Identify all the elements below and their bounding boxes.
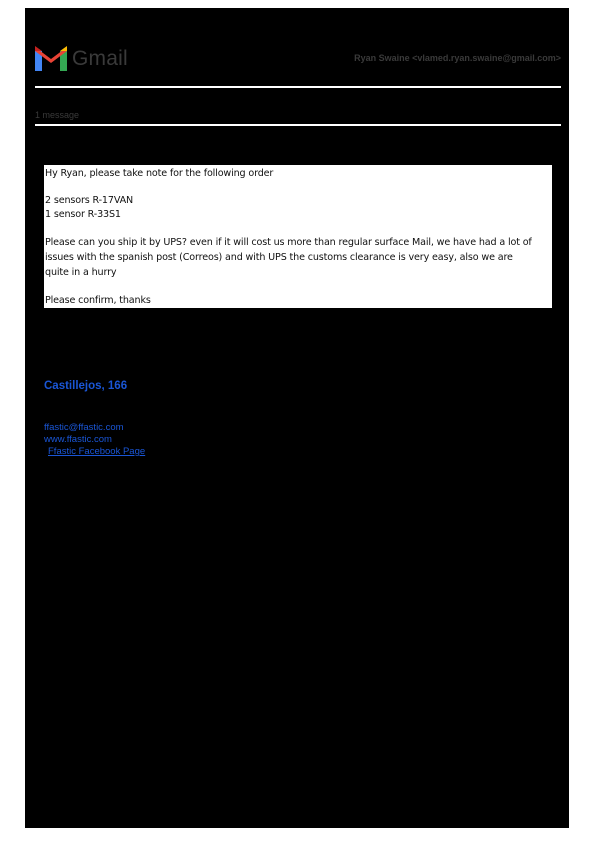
signature-facebook-link[interactable]: Ffastic Facebook Page [48,446,146,457]
signature-email-link[interactable]: ffastic@ffastic.com [44,422,124,433]
request-line: quite in a hurry [45,267,117,278]
order-item: 1 sensor R-33S1 [45,209,121,220]
request-line: issues with the spanish post (Correos) and with UPS the customs clearance is very easy, also we are [45,252,513,263]
request-line: Please can you ship it by UPS? even if it will cost us more than regular surface Mail, we have had a lot of [45,237,532,248]
header-divider [35,86,561,88]
thread-divider [35,124,561,126]
document-page [25,8,569,828]
gmail-logo-icon [34,46,68,72]
message-body [44,165,552,308]
sender-address: Ryan Swaine <vlamed.ryan.swaine@gmail.com> [354,53,561,63]
signature-website-link[interactable]: www.ffastic.com [44,434,112,445]
signature-address: Castillejos, 166 [44,380,128,392]
message-greeting: Hy Ryan, please take note for the following order [45,168,274,179]
message-closing: Please confirm, thanks [45,295,151,306]
order-item: 2 sensors R-17VAN [45,195,134,206]
gmail-logo [34,46,130,76]
gmail-brand-text: Gmail [72,47,128,70]
message-count: 1 message [35,110,80,120]
